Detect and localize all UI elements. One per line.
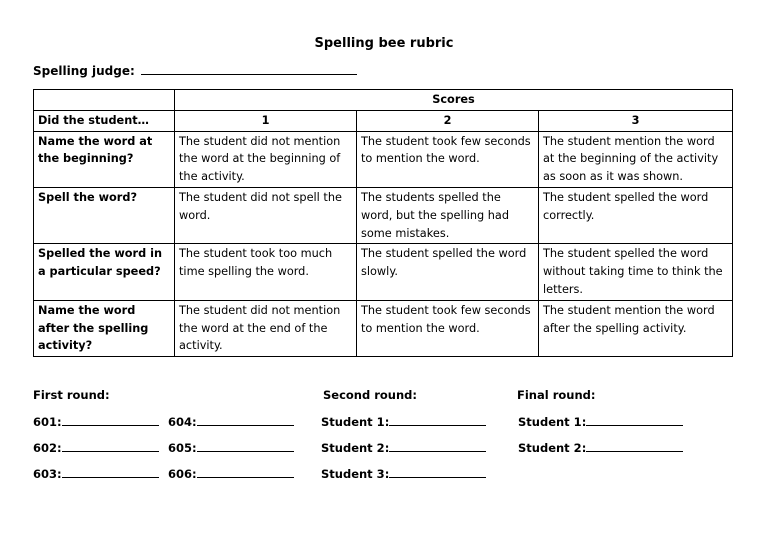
entry-line	[389, 440, 486, 452]
entry-label: Student 2:	[518, 441, 587, 455]
empty-header-cell	[34, 90, 175, 111]
score-header-1: 1	[175, 110, 357, 131]
rubric-cell: The student spelled the word slowly.	[357, 244, 539, 300]
first-round-entry	[168, 466, 294, 481]
second-round-entry	[321, 466, 486, 481]
second-round-heading: Second round:	[323, 388, 417, 402]
first-round-entry	[33, 440, 159, 455]
entry-line	[389, 414, 486, 426]
final-round-entry	[518, 414, 683, 429]
first-round-entry	[168, 414, 294, 429]
table-row	[34, 300, 733, 356]
spelling-judge-label: Spelling judge:	[33, 64, 135, 78]
table-row	[34, 187, 733, 243]
second-round-entry	[321, 414, 486, 429]
criteria-header: Did the student…	[34, 110, 175, 131]
score-header-3: 3	[539, 110, 733, 131]
first-round-entry	[168, 440, 294, 455]
score-header-2: 2	[357, 110, 539, 131]
criterion-cell: Spelled the word in a particular speed?	[34, 244, 175, 300]
final-round-entry	[518, 440, 683, 455]
spelling-judge-field	[33, 64, 357, 78]
entry-label: 602:	[33, 441, 62, 455]
entry-line	[586, 414, 683, 426]
entry-line	[197, 414, 294, 426]
first-round-entry	[33, 414, 159, 429]
entry-label: Student 2:	[321, 441, 390, 455]
entry-label: 601:	[33, 415, 62, 429]
entry-label: Student 1:	[321, 415, 390, 429]
rubric-cell: The student did not mention the word at the end of the activity.	[175, 300, 357, 356]
rubric-cell: The student did not spell the word.	[175, 187, 357, 243]
rubric-cell: The student did not mention the word at the beginning of the activity.	[175, 131, 357, 187]
page-title: Spelling bee rubric	[314, 36, 454, 51]
entry-line	[62, 440, 159, 452]
rubric-cell: The student took few seconds to mention the word.	[357, 131, 539, 187]
rubric-cell: The student mention the word after the spelling activity.	[539, 300, 733, 356]
table-row	[34, 131, 733, 187]
rubric-cell: The student took too much time spelling the word.	[175, 244, 357, 300]
entry-line	[197, 440, 294, 452]
rubric-cell: The student spelled the word correctly.	[539, 187, 733, 243]
entry-line	[62, 466, 159, 478]
entry-line	[586, 440, 683, 452]
spelling-judge-line	[141, 64, 357, 75]
entry-label: 606:	[168, 467, 197, 481]
entry-label: Student 1:	[518, 415, 587, 429]
second-round-entry	[321, 440, 486, 455]
entry-label: 604:	[168, 415, 197, 429]
criterion-cell: Name the word after the spelling activity?	[34, 300, 175, 356]
entry-label: 603:	[33, 467, 62, 481]
table-row	[34, 244, 733, 300]
entry-line	[62, 414, 159, 426]
rubric-cell: The student spelled the word without taking time to think the letters.	[539, 244, 733, 300]
entry-line	[197, 466, 294, 478]
scores-header: Scores	[175, 90, 733, 111]
entry-label: 605:	[168, 441, 197, 455]
rubric-table	[33, 89, 733, 357]
rubric-cell: The students spelled the word, but the spelling had some mistakes.	[357, 187, 539, 243]
criterion-cell: Spell the word?	[34, 187, 175, 243]
rubric-cell: The student mention the word at the beginning of the activity as soon as it was shown.	[539, 131, 733, 187]
criterion-cell: Name the word at the beginning?	[34, 131, 175, 187]
entry-label: Student 3:	[321, 467, 390, 481]
rubric-cell: The student took few seconds to mention the word.	[357, 300, 539, 356]
first-round-heading: First round:	[33, 388, 110, 402]
first-round-entry	[33, 466, 159, 481]
entry-line	[389, 466, 486, 478]
final-round-heading: Final round:	[517, 388, 596, 402]
